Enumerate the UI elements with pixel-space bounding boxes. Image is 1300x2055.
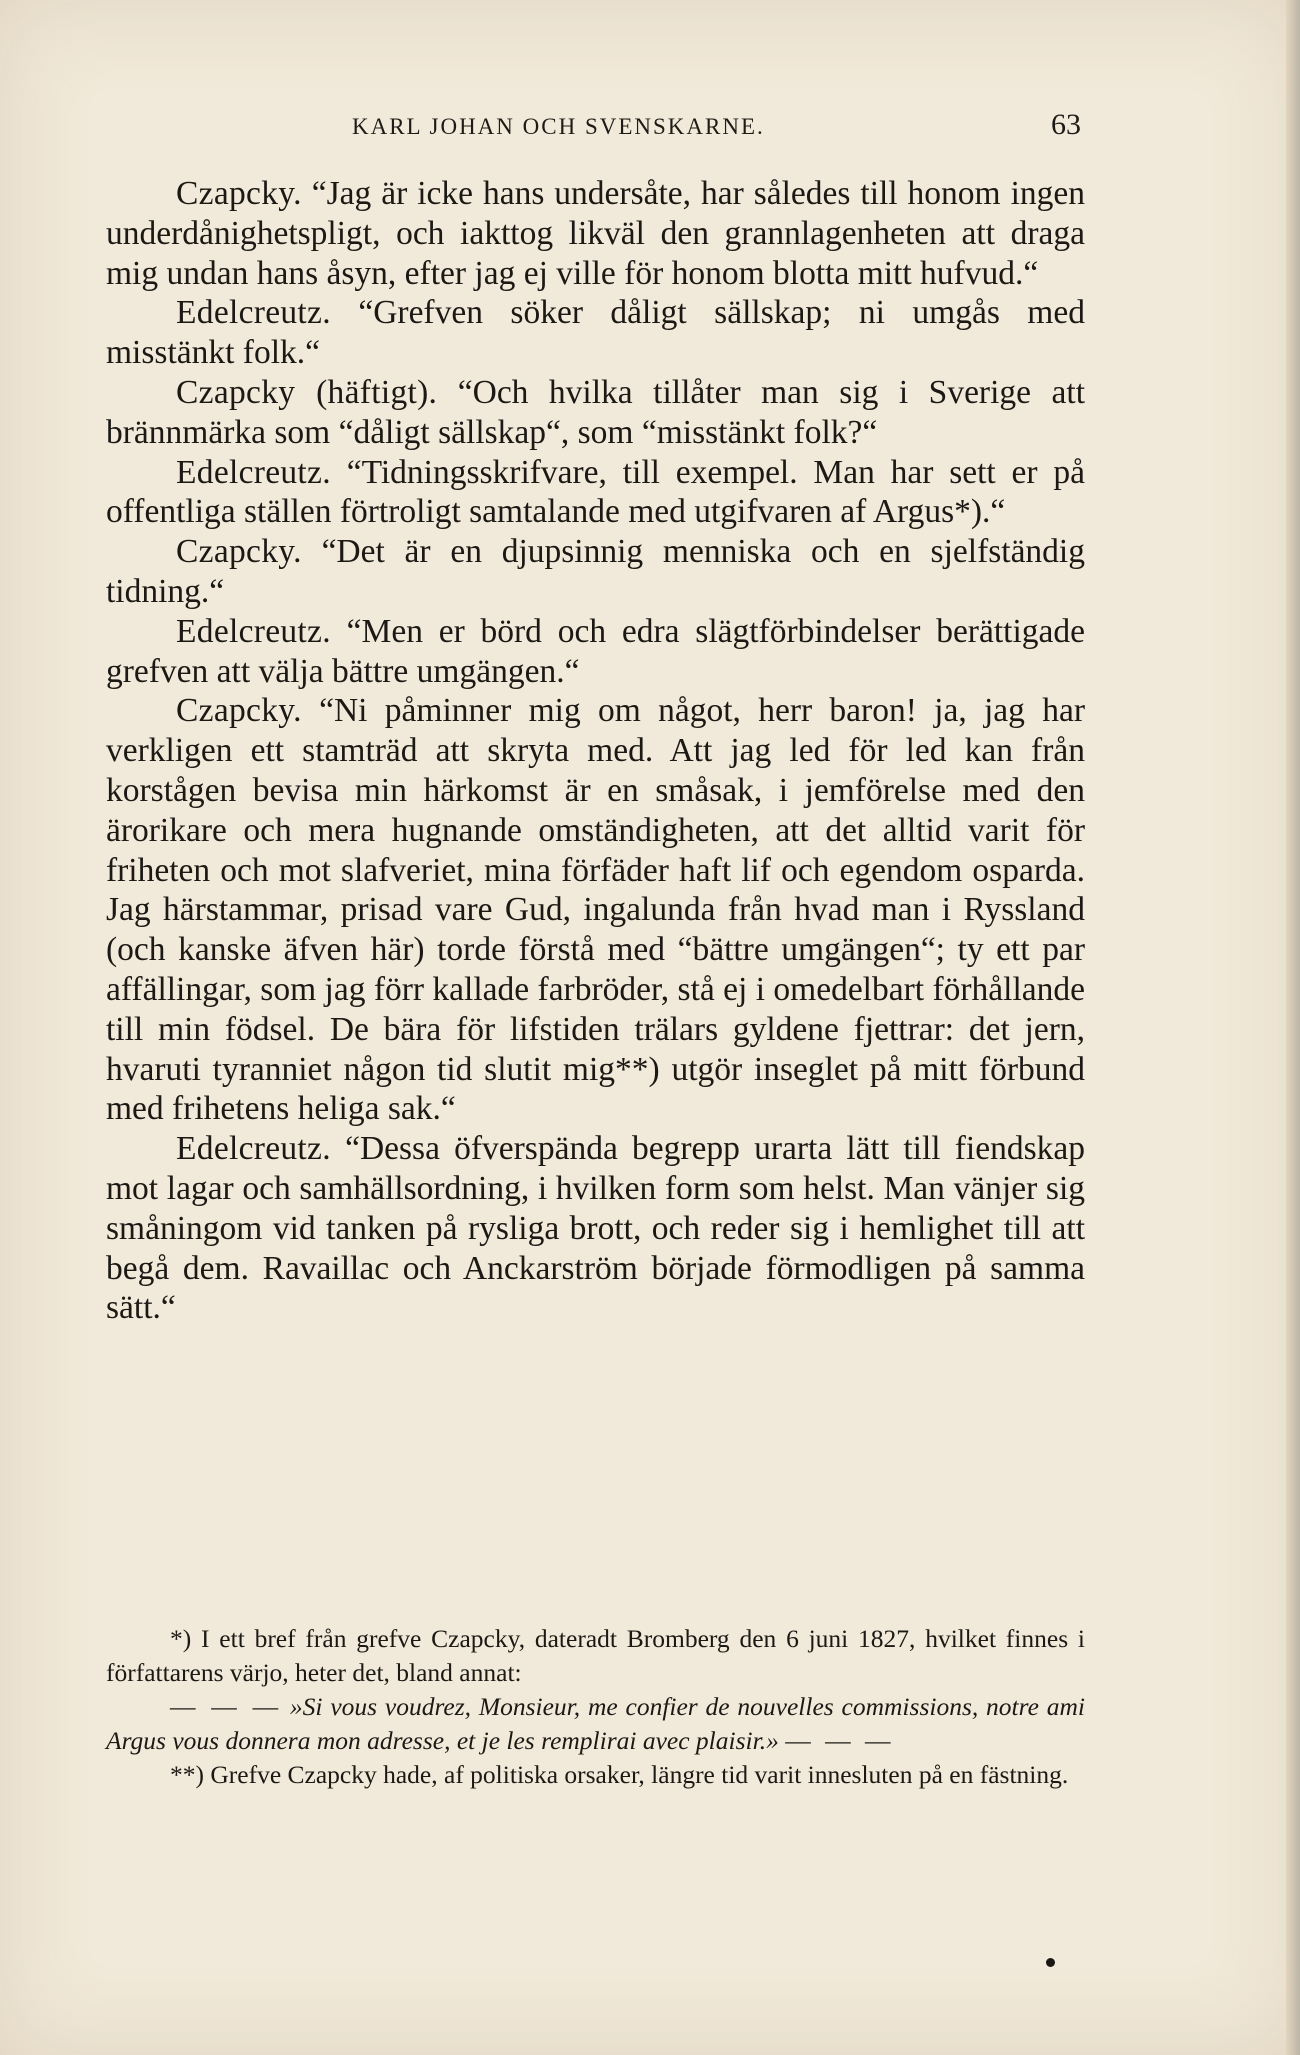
speaker-name: Czapcky. [176,692,302,730]
paragraph-text: “Men er börd och edra slägtförbindelser berättigade grefven att välja bättre umgängen.“ [106,612,1085,690]
paragraph-edelcreutz-4 [106,1129,1085,1328]
paragraph-czapcky-1 [106,174,1085,293]
ink-dot-mark [1046,1958,1055,1967]
speaker-name: Czapcky. [176,533,302,571]
speaker-name: Edelcreutz. [176,612,331,650]
page-header [100,108,1085,148]
speaker-name: Edelcreutz. [176,294,331,332]
speaker-name: Czapcky (häftigt). [176,373,438,411]
footnote-dashes: — — — [785,1726,895,1755]
speaker-name: Edelcreutz. [176,1130,331,1168]
page-edge-shadow [1286,0,1300,2055]
paragraph-text: “Ni påminner mig om något, herr baron! ja, jag har verkligen ett stamträd att skryta med. Att jag led för led kan från korstågen bevisa min härkomst är en småsak, i jemförelse med den ärorikare och mera hugnande omständigheten, att det alltid varit för friheten och mot slafveriet, mina förfäder haft lif och egendom osparda. Jag härstammar, prisad vare Gud, ingalunda från hvad man i Ryssland (och kanske äfven här) torde förstå med “bättre umgängen“; ty ett par affällingar, som jag förr kallade farbröder, stå ej i omedelbart förhållande till min födsel. De bära för lifstiden trälars gyldene fjettrar: det jern, hvaruti tyranniet någon tid slutit mig**) utgör inseglet på mitt förbund med frihetens heliga sak.“ [106,692,1085,1128]
paragraph-edelcreutz-1 [106,293,1085,373]
page-number: 63 [1051,108,1081,141]
footnote-quote-text: »Si vous voudrez, Monsieur, me confier de nouvelles commissions, notre ami Argus vous donnera mon adresse, et je les remplirai avec plaisir.» [106,1692,1086,1755]
footnote-1-intro: *) I ett bref från grefve Czapcky, dateradt Bromberg den 6 juni 1827, hvilket finnes i författarens värjo, heter det, bland annat: [106,1624,1085,1687]
paragraph-czapcky-3 [106,532,1085,612]
speaker-name: Edelcreutz. [176,453,331,491]
footnote-1-quote [106,1690,1085,1758]
dialogue-body [106,174,1085,1328]
paragraph-text: “Och hvilka tillåter man sig i Sverige att brännmärka som “dåligt sällskap“, som “misstänkt folk?“ [106,373,1086,451]
running-title: KARL JOHAN OCH SVENSKARNE. [352,114,765,139]
paragraph-edelcreutz-3 [106,612,1085,692]
paragraph-text: “Det är en djupsinnig menniska och en sjelfständig tidning.“ [106,533,1085,610]
footnotes [106,1622,1085,1792]
paragraph-czapcky-2 [106,373,1085,453]
footnote-dashes: — — — [170,1692,283,1721]
paragraph-text: “Grefven söker dåligt sällskap; ni umgås med misstänkt folk.“ [106,294,1085,372]
paragraph-czapcky-4 [106,691,1085,1129]
paragraph-text: “Dessa öfverspända begrepp urarta lätt till fiendskap mot lagar och samhällsordning, i hvilken form som helst. Man vänjer sig småningom vid tanken på rysliga brott, och reder sig i hemlighet till att begå dem. Ravaillac och Anckarström började förmodligen på samma sätt.“ [106,1130,1085,1327]
footnote-2: **) Grefve Czapcky hade, af politiska orsaker, längre tid varit innesluten på en fästning. [170,1760,1069,1789]
speaker-name: Czapcky. [176,175,302,212]
paragraph-text: “Jag är icke hans undersåte, har således till honom ingen underdånighetspligt, och iakttog likväl den grannlagenheten att draga mig undan hans åsyn, efter jag ej ville för honom blotta mitt hufvud.“ [106,175,1085,292]
paragraph-text: “Tidningsskrifvare, till exempel. Man har sett er på offentliga ställen förtroligt samtalande med utgifvaren af Argus*).“ [106,453,1085,531]
paragraph-edelcreutz-2 [106,453,1085,533]
